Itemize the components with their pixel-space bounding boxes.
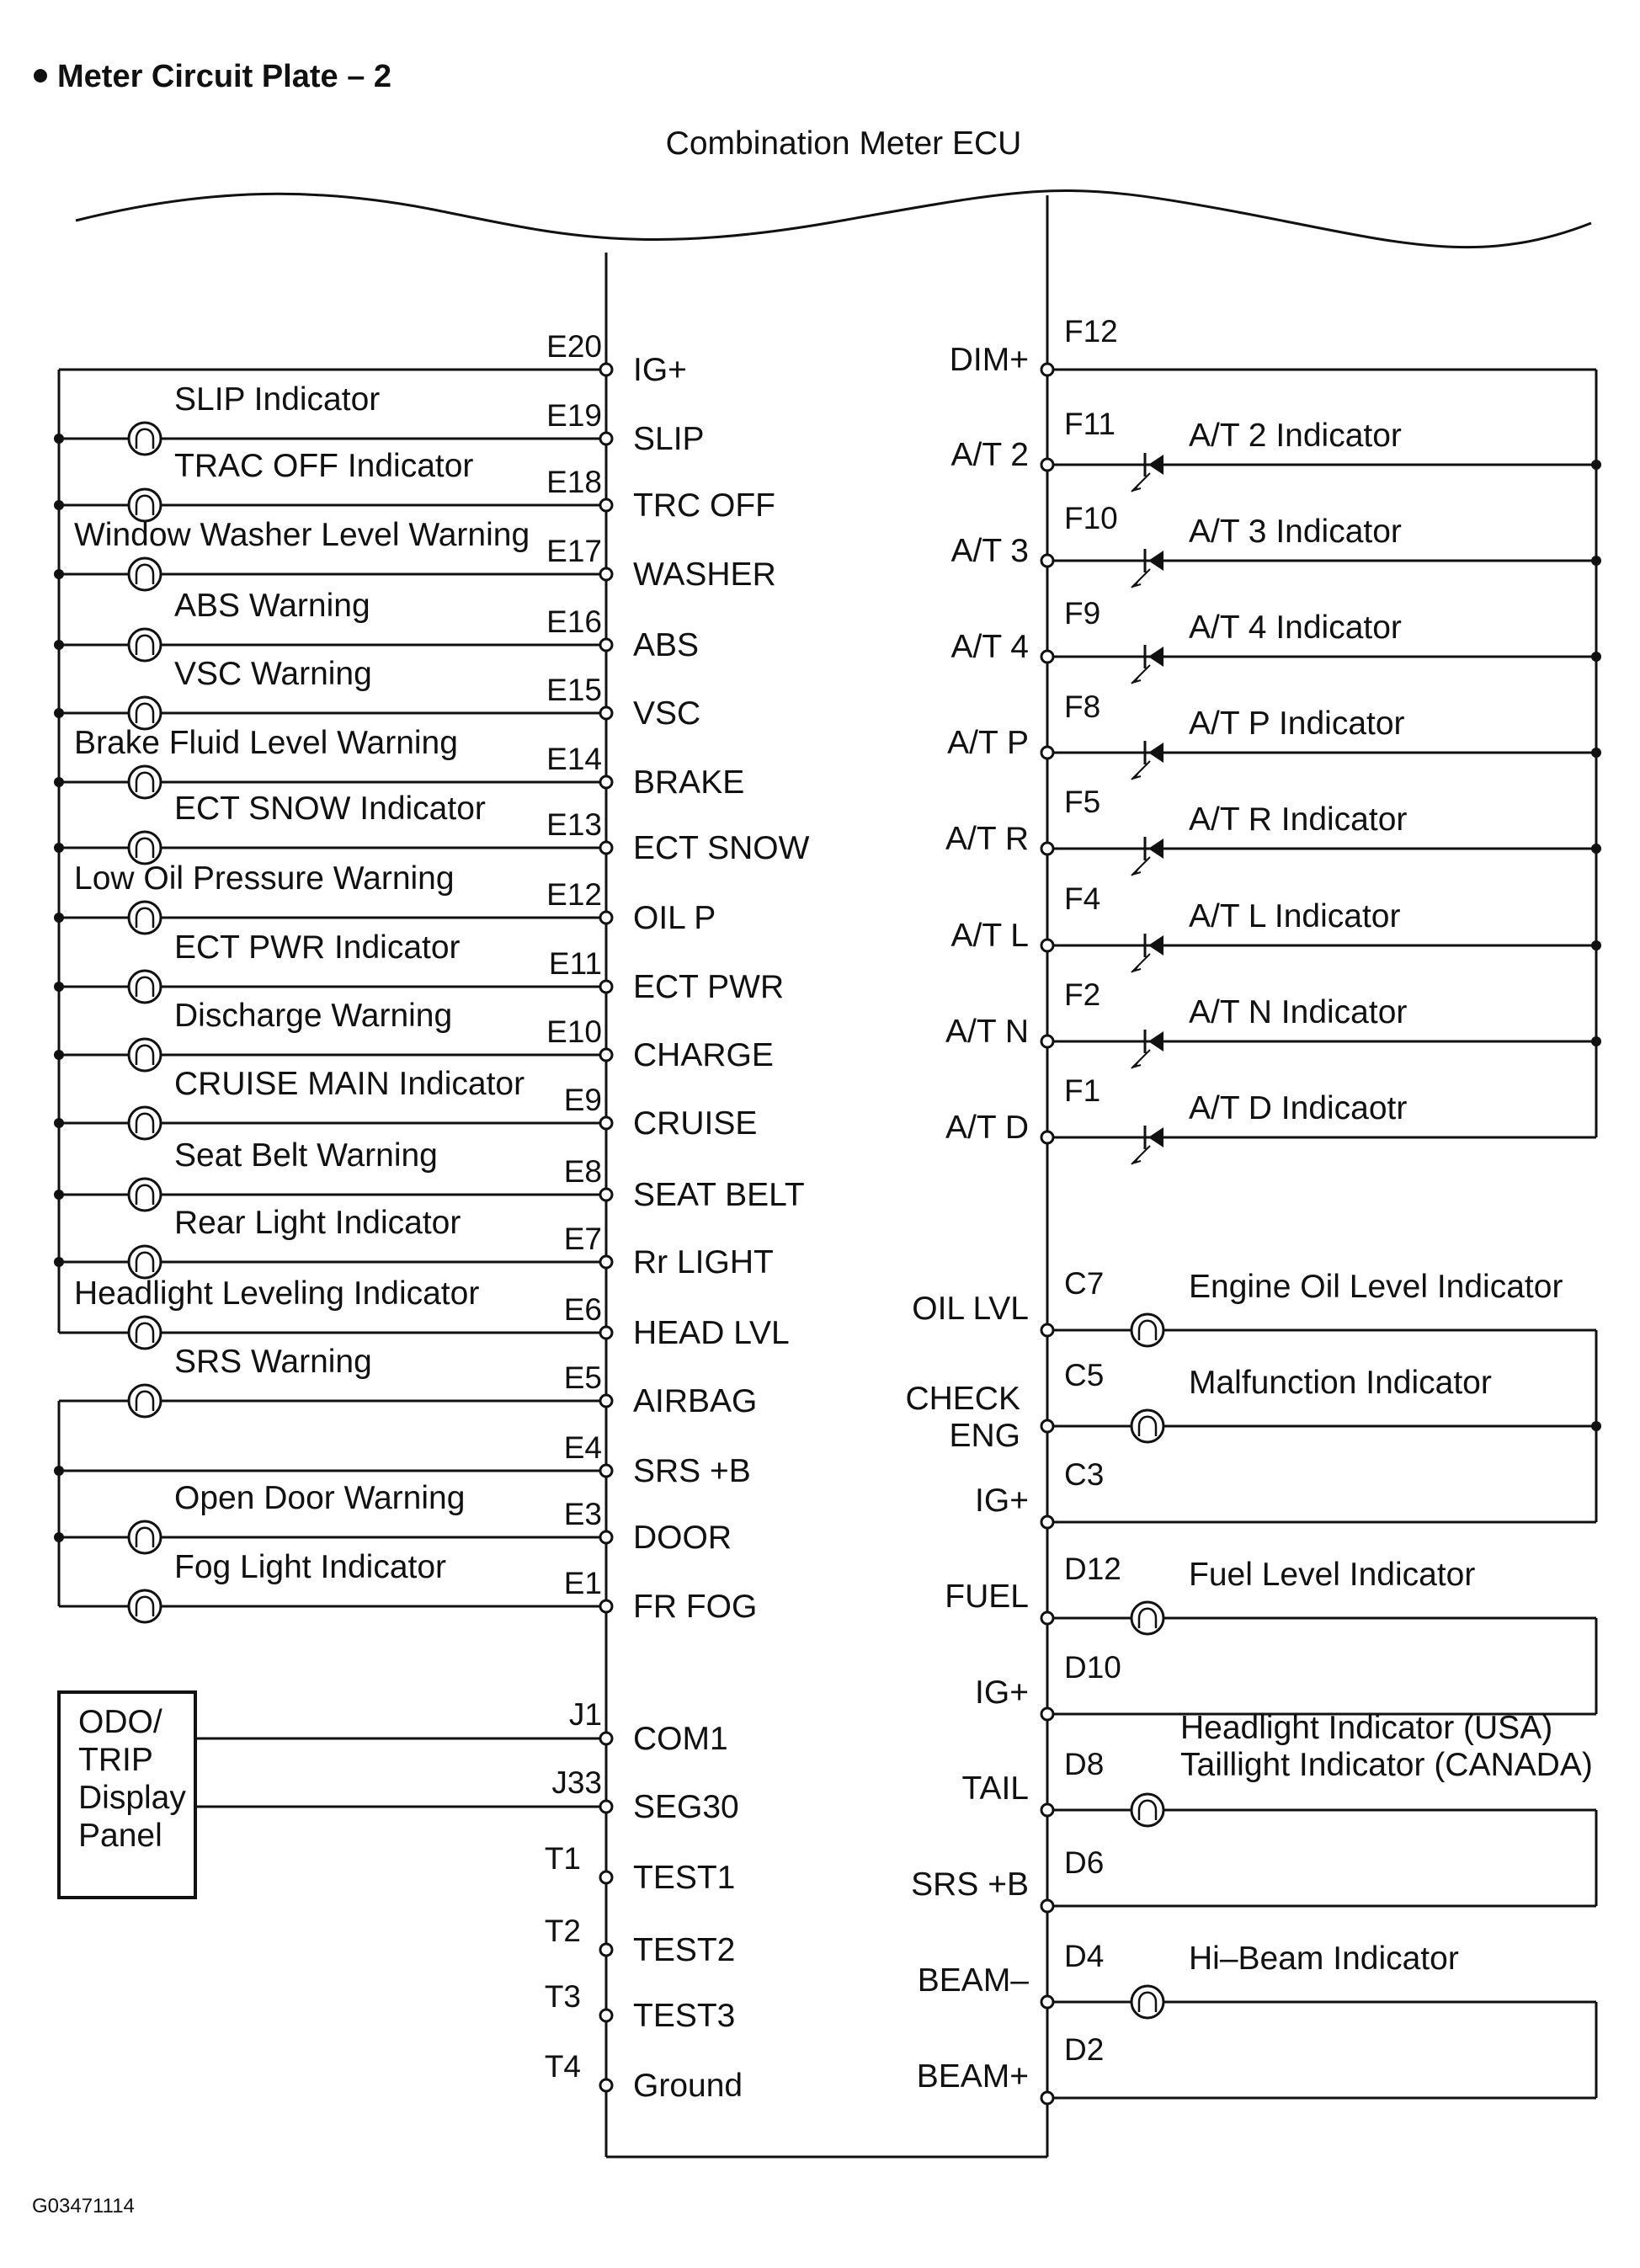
component-label: A/T N Indicator xyxy=(1189,994,1408,1030)
display-panel-line-4: Panel xyxy=(78,1818,162,1854)
pin-terminal xyxy=(600,568,612,580)
signal-label: A/T 3 xyxy=(950,533,1029,569)
signal-label: COM1 xyxy=(633,1721,728,1757)
pin-label: E1 xyxy=(563,1566,602,1600)
component-label: Fog Light Indicator xyxy=(174,1549,447,1585)
pin-terminal xyxy=(600,639,612,651)
pin-label: F10 xyxy=(1064,501,1118,535)
led-arrowhead-icon xyxy=(1135,677,1141,682)
pin-label: E19 xyxy=(546,398,602,433)
pin-label: E7 xyxy=(563,1222,602,1256)
signal-label: A/T 2 xyxy=(950,437,1029,473)
signal-label: FUEL xyxy=(945,1579,1029,1615)
component-label: Discharge Warning xyxy=(174,998,453,1034)
signal-label: A/T L xyxy=(950,918,1029,954)
signal-label: ECT PWR xyxy=(633,969,785,1005)
bus-junction xyxy=(54,913,64,923)
bus-junction xyxy=(1591,556,1601,566)
component-label: Open Door Warning xyxy=(174,1480,466,1516)
signal-label: A/T 4 xyxy=(950,629,1029,665)
bus-junction xyxy=(54,1532,64,1542)
component-label: Malfunction Indicator xyxy=(1189,1365,1492,1401)
pin-terminal xyxy=(600,1531,612,1543)
signal-label: SLIP xyxy=(633,421,705,457)
led-arrowhead-icon xyxy=(1135,966,1141,971)
pin-label: T2 xyxy=(544,1914,581,1948)
signal-label: A/T D xyxy=(945,1110,1029,1146)
pin-label: C5 xyxy=(1064,1358,1105,1392)
signal-label: AIRBAG xyxy=(633,1383,758,1419)
component-label: Headlight Indicator (USA) xyxy=(1180,1710,1553,1746)
pin-label: F2 xyxy=(1064,977,1101,1012)
pin-terminal xyxy=(1041,1131,1053,1143)
pin-label: E5 xyxy=(563,1360,602,1395)
bulb-icon xyxy=(1131,1314,1163,1346)
component-label: Headlight Leveling Indicator xyxy=(74,1275,480,1312)
pin-label: T3 xyxy=(544,1979,581,2014)
title-bullet-icon xyxy=(34,69,47,83)
pin-label: T1 xyxy=(544,1841,581,1876)
bulb-icon xyxy=(129,629,161,661)
bulb-icon xyxy=(1131,1410,1163,1442)
pin-label: E3 xyxy=(563,1497,602,1531)
signal-label: IG+ xyxy=(633,352,687,388)
pin-terminal xyxy=(1041,940,1053,951)
pin-terminal xyxy=(1041,2092,1053,2104)
test-pin-terminal xyxy=(600,1871,612,1883)
led-icon xyxy=(1148,935,1163,956)
pin-terminal xyxy=(600,1117,612,1129)
component-label: A/T 3 Indicator xyxy=(1189,514,1402,550)
bus-junction xyxy=(54,640,64,650)
pin-terminal xyxy=(600,912,612,924)
test-pin-terminal xyxy=(600,2010,612,2021)
signal-label: TEST2 xyxy=(633,1932,736,1968)
pin-label: E17 xyxy=(546,534,602,568)
component-label: Rear Light Indicator xyxy=(174,1205,461,1241)
pin-terminal xyxy=(1041,1324,1053,1336)
pin-terminal xyxy=(600,842,612,854)
bus-junction xyxy=(1591,1421,1601,1431)
signal-label: OIL P xyxy=(633,900,716,936)
pin-terminal xyxy=(600,1189,612,1201)
signal-label: CHECK ENG xyxy=(905,1381,1020,1454)
pin-label: E14 xyxy=(546,742,602,776)
signal-label: TEST1 xyxy=(633,1860,736,1896)
component-label: Low Oil Pressure Warning xyxy=(74,860,455,897)
pin-terminal xyxy=(600,1395,612,1407)
pin-label: D4 xyxy=(1064,1939,1105,1973)
bulb-icon xyxy=(129,1107,161,1139)
pin-terminal xyxy=(1041,364,1053,375)
signal-label: WASHER xyxy=(633,556,776,593)
pin-label: F11 xyxy=(1064,407,1116,441)
bulb-icon xyxy=(129,1385,161,1417)
component-label: Brake Fluid Level Warning xyxy=(74,725,458,761)
test-pin-terminal xyxy=(600,1944,612,1956)
bulb-icon xyxy=(129,558,161,590)
pin-terminal xyxy=(1041,747,1053,759)
pin-label: E12 xyxy=(546,877,602,912)
ecu-break-line xyxy=(76,190,1591,247)
bus-junction xyxy=(1591,844,1601,854)
signal-label: Ground xyxy=(633,2068,743,2104)
pin-label: D10 xyxy=(1064,1650,1121,1685)
signal-label: SRS +B xyxy=(911,1866,1029,1903)
bus-junction xyxy=(54,1466,64,1476)
signal-label: SEG30 xyxy=(633,1789,739,1825)
pin-terminal xyxy=(1041,1036,1053,1047)
display-panel-line-3: Display xyxy=(78,1780,186,1816)
component-label: Window Washer Level Warning xyxy=(74,517,530,553)
bus-junction xyxy=(1591,652,1601,662)
pin-terminal xyxy=(600,981,612,993)
bulb-icon xyxy=(129,832,161,864)
bus-junction xyxy=(54,777,64,787)
pin-terminal xyxy=(1041,1612,1053,1624)
bus-junction xyxy=(54,1190,64,1200)
display-panel-line-2: TRIP xyxy=(78,1742,153,1778)
figure-code: G03471114 xyxy=(32,2195,135,2217)
signal-label: VSC xyxy=(633,695,701,732)
signal-label: Rr LIGHT xyxy=(633,1244,774,1280)
bulb-icon xyxy=(129,1039,161,1071)
pin-label: E6 xyxy=(563,1292,602,1327)
pin-label: E11 xyxy=(548,946,602,981)
bus-junction xyxy=(1591,460,1601,470)
pin-label: E8 xyxy=(563,1154,602,1189)
led-icon xyxy=(1148,647,1163,667)
pin-terminal xyxy=(1041,1516,1053,1528)
component-label: A/T R Indicator xyxy=(1189,801,1408,838)
component-label: ECT SNOW Indicator xyxy=(174,791,486,827)
signal-label: A/T R xyxy=(945,821,1029,857)
bus-junction xyxy=(1591,748,1601,758)
component-label: A/T D Indicaotr xyxy=(1189,1090,1408,1126)
signal-label: IG+ xyxy=(975,1674,1029,1711)
pin-label: J33 xyxy=(551,1765,602,1800)
pin-label: E15 xyxy=(546,673,602,707)
signal-label: ECT SNOW xyxy=(633,830,810,866)
component-label: TRAC OFF Indicator xyxy=(174,448,474,484)
led-arrowhead-icon xyxy=(1135,773,1141,778)
signal-label: BRAKE xyxy=(633,764,745,801)
pin-terminal xyxy=(600,1327,612,1339)
pin-label: D2 xyxy=(1064,2032,1105,2067)
bus-junction xyxy=(54,1050,64,1060)
pin-terminal xyxy=(600,1256,612,1268)
bus-junction xyxy=(54,500,64,510)
bulb-icon xyxy=(129,1246,161,1278)
pin-terminal xyxy=(1041,1804,1053,1816)
pin-terminal xyxy=(1041,843,1053,854)
component-label: VSC Warning xyxy=(174,656,372,692)
bulb-icon xyxy=(129,1179,161,1211)
pin-terminal xyxy=(600,707,612,719)
component-label: Engine Oil Level Indicator xyxy=(1189,1269,1563,1305)
signal-label: ABS xyxy=(633,627,700,663)
signal-label: CRUISE xyxy=(633,1105,758,1142)
component-label: SLIP Indicator xyxy=(174,381,381,418)
pin-label: D8 xyxy=(1064,1747,1105,1781)
component-label: CRUISE MAIN Indicator xyxy=(174,1066,525,1102)
pin-terminal xyxy=(1041,459,1053,471)
led-icon xyxy=(1148,743,1163,763)
pin-label: E4 xyxy=(563,1430,602,1465)
pin-label: E20 xyxy=(546,329,602,364)
signal-label: SEAT BELT xyxy=(633,1177,805,1213)
pin-label: D12 xyxy=(1064,1552,1121,1586)
bulb-icon xyxy=(129,766,161,798)
signal-label: TEST3 xyxy=(633,1998,736,2034)
pin-label: D6 xyxy=(1064,1845,1105,1880)
bus-junction xyxy=(54,1257,64,1267)
pin-terminal xyxy=(600,776,612,788)
pin-terminal xyxy=(1041,651,1053,663)
bus-junction xyxy=(54,982,64,992)
pin-terminal xyxy=(1041,1900,1053,1912)
pin-terminal xyxy=(600,1600,612,1612)
led-arrowhead-icon xyxy=(1135,1158,1141,1163)
led-icon xyxy=(1148,551,1163,571)
bulb-icon xyxy=(129,1521,161,1553)
bus-junction xyxy=(54,434,64,444)
component-label: Seat Belt Warning xyxy=(174,1137,438,1174)
bulb-icon xyxy=(1131,1602,1163,1634)
bulb-icon xyxy=(1131,1986,1163,2018)
test-pin-terminal xyxy=(600,2079,612,2091)
component-label: ABS Warning xyxy=(174,588,370,624)
signal-label: OIL LVL xyxy=(912,1291,1029,1327)
bus-junction xyxy=(1591,1036,1601,1046)
pin-label: C7 xyxy=(1064,1266,1105,1301)
pin-terminal xyxy=(600,1465,612,1477)
led-arrowhead-icon xyxy=(1135,1062,1141,1067)
pin-terminal xyxy=(600,433,612,445)
pin-terminal xyxy=(1041,1708,1053,1720)
signal-label: HEAD LVL xyxy=(633,1315,790,1351)
pin-label: F12 xyxy=(1064,314,1118,349)
led-arrowhead-icon xyxy=(1135,581,1141,586)
signal-label: BEAM+ xyxy=(916,2058,1029,2095)
ecu-label: Combination Meter ECU xyxy=(665,125,1022,162)
bulb-icon xyxy=(129,423,161,455)
bus-junction xyxy=(54,708,64,718)
pin-label: J1 xyxy=(568,1697,602,1732)
pin-terminal xyxy=(600,1733,612,1744)
signal-label: CHARGE xyxy=(633,1037,774,1073)
component-label: Taillight Indicator (CANADA) xyxy=(1180,1747,1593,1783)
pin-terminal xyxy=(600,1801,612,1813)
bus-junction xyxy=(1591,940,1601,950)
bulb-icon xyxy=(129,1317,161,1349)
signal-label: DIM+ xyxy=(949,342,1029,378)
pin-terminal xyxy=(600,499,612,511)
pin-label: F8 xyxy=(1064,689,1101,724)
led-arrowhead-icon xyxy=(1135,869,1141,874)
pin-label: F4 xyxy=(1064,881,1101,916)
led-icon xyxy=(1148,455,1163,475)
signal-label: SRS +B xyxy=(633,1453,751,1489)
led-icon xyxy=(1148,839,1163,859)
signal-label: DOOR xyxy=(633,1520,732,1556)
pin-terminal xyxy=(600,1049,612,1061)
pin-label: F1 xyxy=(1064,1073,1101,1108)
signal-label: IG+ xyxy=(975,1483,1029,1519)
page-title: Meter Circuit Plate – 2 xyxy=(57,59,392,94)
signal-label: A/T N xyxy=(945,1014,1029,1050)
pin-terminal xyxy=(1041,1420,1053,1432)
bulb-icon xyxy=(129,971,161,1003)
component-label: SRS Warning xyxy=(174,1344,372,1380)
pin-label: E9 xyxy=(563,1083,602,1117)
bus-junction xyxy=(54,1118,64,1128)
pin-label: E16 xyxy=(546,604,602,639)
component-label: Fuel Level Indicator xyxy=(1189,1557,1476,1593)
component-label: A/T 2 Indicator xyxy=(1189,418,1402,454)
bulb-icon xyxy=(129,1590,161,1622)
bus-junction xyxy=(54,843,64,853)
pin-label: F9 xyxy=(1064,596,1101,631)
bulb-icon xyxy=(1131,1794,1163,1826)
pin-terminal xyxy=(1041,555,1053,567)
display-panel-line-1: ODO/ xyxy=(78,1704,162,1740)
pin-label: T4 xyxy=(544,2049,581,2084)
pin-terminal xyxy=(1041,1996,1053,2008)
pin-label: E13 xyxy=(546,807,602,842)
component-label: ECT PWR Indicator xyxy=(174,929,461,966)
pin-label: E10 xyxy=(546,1014,602,1049)
signal-label: FR FOG xyxy=(633,1589,758,1625)
component-label: A/T 4 Indicator xyxy=(1189,610,1402,646)
bulb-icon xyxy=(129,902,161,934)
signal-label: TRC OFF xyxy=(633,487,775,524)
led-icon xyxy=(1148,1031,1163,1051)
bus-junction xyxy=(54,569,64,579)
component-label: A/T P Indicator xyxy=(1189,705,1405,742)
signal-label: TAIL xyxy=(961,1770,1029,1807)
pin-terminal xyxy=(600,364,612,375)
signal-label: A/T P xyxy=(947,725,1029,761)
led-icon xyxy=(1148,1127,1163,1147)
pin-label: E18 xyxy=(546,465,602,499)
signal-label: BEAM– xyxy=(917,1962,1029,1999)
component-label: Hi–Beam Indicator xyxy=(1189,1941,1459,1977)
component-label: A/T L Indicator xyxy=(1189,898,1401,934)
led-arrowhead-icon xyxy=(1135,485,1141,490)
pin-label: F5 xyxy=(1064,785,1101,819)
pin-label: C3 xyxy=(1064,1457,1105,1492)
